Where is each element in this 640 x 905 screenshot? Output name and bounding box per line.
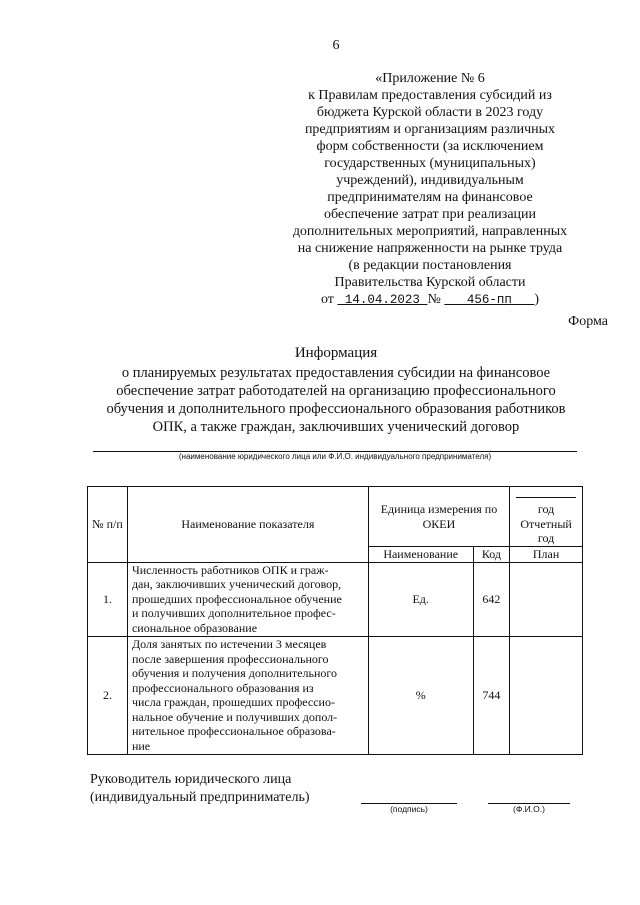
- appendix-line: к Правилам предоставления субсидий из: [308, 88, 552, 103]
- full-name-caption: (Ф.И.О.): [513, 804, 545, 814]
- document-subtitle: [80, 364, 592, 436]
- appendix-line: обеспечение затрат при реализации: [323, 207, 537, 222]
- decree-prefix: от: [320, 292, 334, 307]
- appendix-line: Правительства Курской области: [334, 275, 526, 290]
- appendix-line: (в редакции постановления: [348, 258, 512, 273]
- indicators-table: [87, 486, 583, 755]
- row-plan-cell[interactable]: [510, 562, 583, 636]
- row-code: 744: [473, 636, 510, 754]
- decree-no-label: №: [427, 292, 441, 307]
- header-number: № п/п: [88, 487, 128, 563]
- appendix-line: форм собственности (за исключением: [316, 139, 544, 154]
- signature-caption: (подпись): [390, 804, 428, 814]
- signature-field[interactable]: [361, 803, 457, 814]
- appendix-line: государственных (муниципальных): [324, 156, 536, 171]
- header-plan: План: [510, 547, 583, 563]
- subtitle-line: обучения и дополнительного профессионального образования работников: [106, 401, 566, 417]
- decree-line: [262, 291, 598, 309]
- appendix-line: предприятиям и организациям различных: [304, 122, 556, 137]
- appendix-line: учреждений), индивидуальным: [336, 173, 524, 188]
- appendix-header: [262, 70, 598, 309]
- appendix-line: предпринимателям на финансовое: [327, 190, 533, 205]
- full-name-field[interactable]: [488, 803, 570, 814]
- row-code: 642: [473, 562, 510, 636]
- subtitle-line: о планируемых результатах предоставления субсидии на финансовое: [121, 365, 551, 381]
- row-indicator: Доля занятых по истечении 3 месяцев после завершения профессионального обучения и получения дополнительного профессионального образования из числа граждан, прошедших профессио- нальное обучение и получивших допол- нительное профессиональное образова- ние: [127, 636, 368, 754]
- appendix-line: дополнительных мероприятий, направленных: [292, 224, 568, 239]
- row-indicator: Численность работников ОПК и граж- дан, заключивших ученический договор, прошедших профессиональное обучение и получивших дополнительное профес- сиональное образование: [127, 562, 368, 636]
- subtitle-line: ОПК, а также граждан, заключивших ученический договор: [152, 419, 520, 435]
- appendix-line: «Приложение № 6: [375, 71, 485, 86]
- signature-block: [90, 771, 310, 807]
- header-year: [510, 487, 583, 547]
- document-title: Информация: [294, 345, 378, 361]
- table-row: [88, 636, 583, 754]
- decree-date: 14.04.2023: [344, 293, 420, 307]
- row-plan-cell[interactable]: [510, 636, 583, 754]
- row-unit: %: [368, 636, 473, 754]
- appendix-line: на снижение напряженности на рынке труда: [297, 241, 563, 256]
- subtitle-line: обеспечение затрат работодателей на организацию профессионального: [116, 383, 556, 399]
- year-blank: [516, 497, 576, 498]
- form-label: Форма: [568, 314, 608, 329]
- header-code: Код: [473, 547, 510, 563]
- header-year-word: год: [537, 502, 555, 516]
- decree-number: 456-пп: [466, 293, 512, 307]
- page-number: 6: [332, 38, 340, 53]
- decree-close: ): [534, 292, 540, 307]
- signature-title-line2: (индивидуальный предприниматель): [90, 790, 310, 805]
- table-row: [88, 562, 583, 636]
- header-reporting-year: Отчетный год: [520, 516, 572, 545]
- row-number: 1.: [88, 562, 128, 636]
- row-unit: Ед.: [368, 562, 473, 636]
- header-indicator: Наименование показателя: [127, 487, 368, 563]
- row-number: 2.: [88, 636, 128, 754]
- signature-title-line1: Руководитель юридического лица: [90, 772, 292, 787]
- organization-name-caption: (наименование юридического лица или Ф.И.О. индивидуального предпринимателя): [178, 452, 492, 461]
- header-unit-name: Наименование: [368, 547, 473, 563]
- header-unit-group: Единица измерения по ОКЕИ: [368, 487, 509, 547]
- appendix-line: бюджета Курской области в 2023 году: [316, 105, 544, 120]
